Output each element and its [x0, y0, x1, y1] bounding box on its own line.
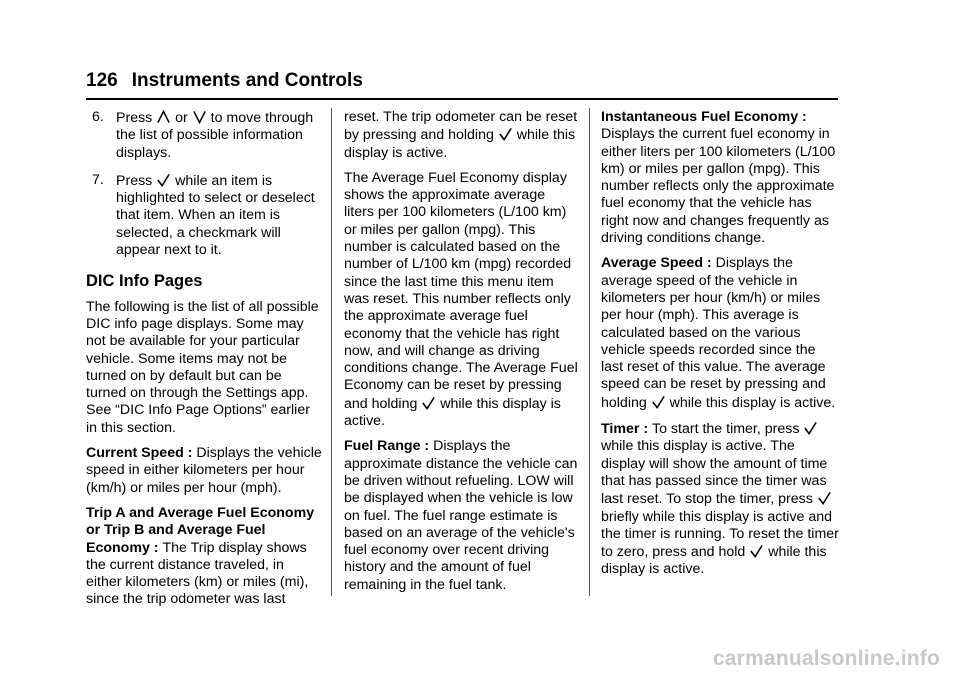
column-2	[344, 109, 578, 602]
step-text-part: or	[171, 110, 192, 126]
step-text-part: Press	[116, 110, 157, 126]
checkmark-icon	[817, 490, 832, 506]
paragraph-text: while this display is active. The display will show the amount of time that has passed since the timer was last reset. To stop the timer, press	[601, 438, 828, 508]
average-speed-paragraph	[601, 255, 841, 412]
paragraph-text: while this display is active.	[601, 544, 827, 578]
step-text-part: to move through the list of possible information displays.	[116, 110, 314, 161]
step-text-part: Press	[116, 172, 157, 189]
term-label: Trip A and Average Fuel Economy or Trip B and Average Fuel Economy :	[86, 504, 315, 556]
paragraph-text: while this display is active.	[344, 127, 576, 161]
header-rule	[86, 98, 838, 100]
step-7	[86, 172, 323, 259]
paragraph-text: reset. The trip odometer can be reset by pressing and holding	[344, 109, 578, 144]
column-divider-2	[589, 108, 590, 596]
checkmark-icon	[803, 420, 818, 436]
timer-paragraph	[601, 420, 841, 579]
step-number: 6.	[92, 109, 104, 125]
step-text	[116, 172, 323, 259]
paragraph-text: briefly while this display is active and the timer is running. To reset the timer to zero, press and hold	[601, 508, 839, 561]
down-arrow-icon	[192, 109, 207, 125]
trip-continued-paragraph	[344, 109, 578, 162]
term-label: Fuel Range :	[344, 438, 434, 455]
step-6	[86, 109, 323, 162]
checkmark-icon	[498, 126, 513, 142]
paragraph-text: while this display is active.	[665, 394, 836, 411]
paragraph-text: while this display is active.	[344, 395, 561, 430]
checkmark-icon	[651, 394, 666, 410]
term-label: Timer :	[601, 421, 652, 438]
column-1	[86, 109, 323, 617]
paragraph-text: The Trip display shows the current distance traveled, in either kilometers (km) or miles (mi), since the trip odometer was last	[86, 539, 309, 608]
checkmark-icon	[156, 172, 171, 188]
up-arrow-icon	[156, 109, 171, 125]
page-header	[86, 70, 363, 92]
page-number: 126	[86, 70, 118, 91]
step-text	[116, 109, 323, 162]
column-3	[601, 109, 841, 587]
chapter-title: Instruments and Controls	[131, 70, 363, 91]
current-speed-paragraph	[86, 445, 323, 497]
step-number: 7.	[92, 171, 104, 188]
paragraph-text: To start the timer, press	[652, 421, 804, 438]
term-label: Instantaneous Fuel Economy :	[601, 109, 807, 125]
intro-paragraph: The following is the list of all possible DIC info page displays. Some may not be available for your particular vehicle. Some items may not be turned on by default but can be turned on through the Settings app. See “DIC Info Page Options” earlier in this section.	[86, 298, 319, 436]
paragraph-text: Displays the approximate distance the vehicle can be driven without refueling. LOW will be displayed when the vehicle is low on fuel. The fuel range estimate is based on an average of the vehicle's fuel economy over recent driving history and the amount of fuel remaining in the fuel tank.	[344, 438, 578, 593]
checkmark-icon	[421, 395, 436, 411]
column-divider-1	[331, 108, 332, 596]
checkmark-icon	[749, 543, 764, 559]
paragraph-text: Displays the vehicle speed in either kilometers per hour (km/h) or miles per hour (mph).	[86, 445, 322, 496]
paragraph-text: The Average Fuel Economy display shows the approximate average liters per 100 kilometers (L/100 km) or miles per gallon (mpg). This number is calculated based on the number of L/100 km (mpg) recorded since the last time this menu item was reset. This number reflects only the approximate average fuel economy that the vehicle has right now, and will change as driving conditions change. The Average Fuel Economy can be reset by pressing and holding	[344, 169, 578, 412]
trip-paragraph	[86, 505, 323, 609]
paragraph-text: Displays the average speed of the vehicle in kilometers per hour (km/h) or miles per hour (mph). This average is calculated based on the various vehicle speeds recorded since the last reset of this value. The average speed can be reset by pressing and holding	[601, 255, 826, 411]
paragraph-text: Displays the current fuel economy in either liters per 100 kilometers (L/100 km) or miles per gallon (mpg). This number reflects only the approximate fuel economy that the vehicle has right now and changes frequently as driving conditions change.	[601, 126, 836, 247]
step-text-part: while an item is highlighted to select or deselect that item. When an item is selected, a checkmark will appear next to it.	[116, 172, 315, 259]
term-label: Average Speed :	[601, 255, 716, 272]
instantaneous-fuel-paragraph	[601, 109, 841, 247]
section-title: DIC Info Pages	[86, 272, 203, 291]
fuel-range-paragraph	[344, 438, 578, 594]
average-fuel-paragraph	[344, 170, 578, 430]
watermark: carmanualsonline.info	[712, 647, 940, 670]
term-label: Current Speed :	[86, 445, 197, 462]
